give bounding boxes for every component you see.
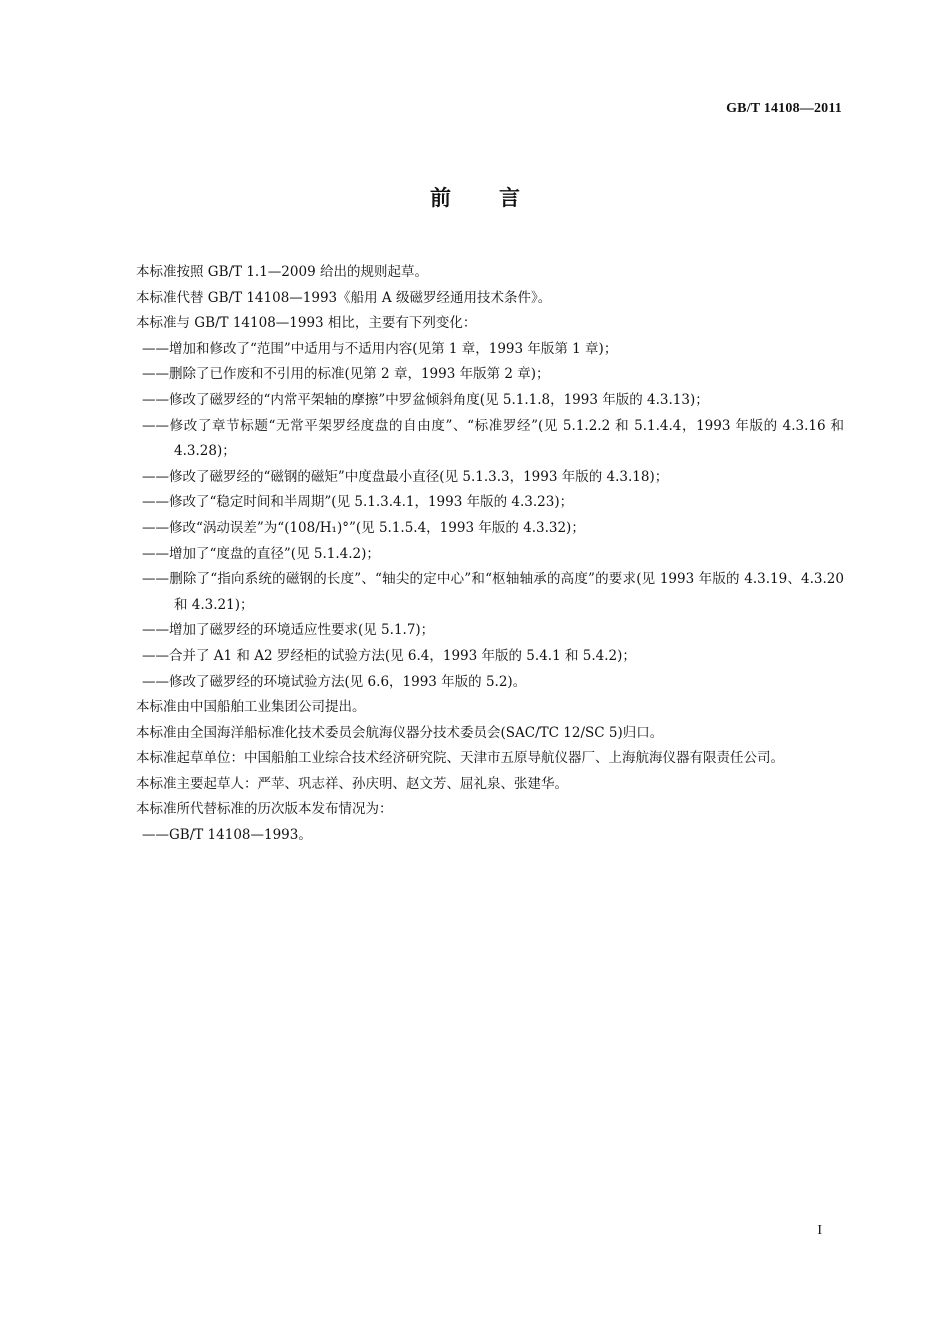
page-number: I [817, 1223, 822, 1238]
change-list-item: ——增加了“度盘的直径”(见 5.1.4.2)； [142, 545, 380, 562]
paragraph: 本标准主要起草人：严苹、巩志祥、孙庆明、赵文芳、屈礼泉、张建华。 [136, 775, 568, 792]
paragraph: 本标准代替 GB/T 14108—1993《船用 A 级磁罗经通用技术条件》。 [136, 289, 552, 306]
change-list-item: ——修改了磁罗经的“磁钢的磁矩”中度盘最小直径(见 5.1.3.3，1993 年版的 4.3.18)； [142, 468, 669, 485]
paragraph: 本标准按照 GB/T 1.1—2009 给出的规则起草。 [136, 264, 428, 280]
paragraph: 本标准与 GB/T 14108—1993 相比，主要有下列变化： [136, 315, 477, 332]
change-list-item: ——删除了“指向系统的磁钢的长度”、“轴尖的定中心”和“枢轴轴承的高度”的要求(见 1993 年版的 4.3.19、4.3.20 和 4.3.21)； [142, 571, 844, 613]
foreword-body [108, 260, 844, 849]
change-list-item: ——修改“涡动误差”为“(108/H₁)°”(见 5.1.5.4，1993 年版的 4.3.32)； [142, 519, 585, 536]
paragraph: 本标准所代替标准的历次版本发布情况为： [136, 801, 393, 818]
change-list-item: ——增加了磁罗经的环境适应性要求(见 5.1.7)； [142, 622, 435, 639]
change-list-item: ——修改了磁罗经的“内常平架轴的摩擦”中罗盆倾斜角度(见 5.1.1.8，1993 年版的 4.3.13)； [142, 391, 709, 408]
paragraph: 本标准由全国海洋船标准化技术委员会航海仪器分技术委员会(SAC/TC 12/SC 5)归口。 [136, 724, 664, 741]
change-list-item: ——修改了“稳定时间和半周期”(见 5.1.3.4.1，1993 年版的 4.3.23)； [142, 494, 574, 511]
change-list-item: ——增加和修改了“范围”中适用与不适用内容(见第 1 章，1993 年版第 1 章)； [142, 340, 618, 357]
change-list-item: ——修改了章节标题“无常平架罗经度盘的自由度”、“标准罗经”(见 5.1.2.2 和 5.1.4.4，1993 年版的 4.3.16 和 4.3.28)； [142, 417, 844, 460]
paragraph: 本标准起草单位：中国船舶工业综合技术经济研究院、天津市五原导航仪器厂、上海航海仪器有限责任公司。 [136, 750, 784, 767]
change-list-item: ——删除了已作废和不引用的标准(见第 2 章，1993 年版第 2 章)； [142, 366, 550, 383]
change-list-item: ——合并了 A1 和 A2 罗经柜的试验方法(见 6.4，1993 年版的 5.4.1 和 5.4.2)； [142, 647, 636, 664]
page-title: 前言 [430, 186, 568, 210]
paragraph: 本标准由中国船舶工业集团公司提出。 [136, 699, 366, 716]
version-history-item: ——GB/T 14108—1993。 [142, 827, 312, 844]
standard-code: GB/T 14108—2011 [726, 101, 842, 116]
change-list-item: ——修改了磁罗经的环境试验方法(见 6.6，1993 年版的 5.2)。 [142, 673, 527, 690]
